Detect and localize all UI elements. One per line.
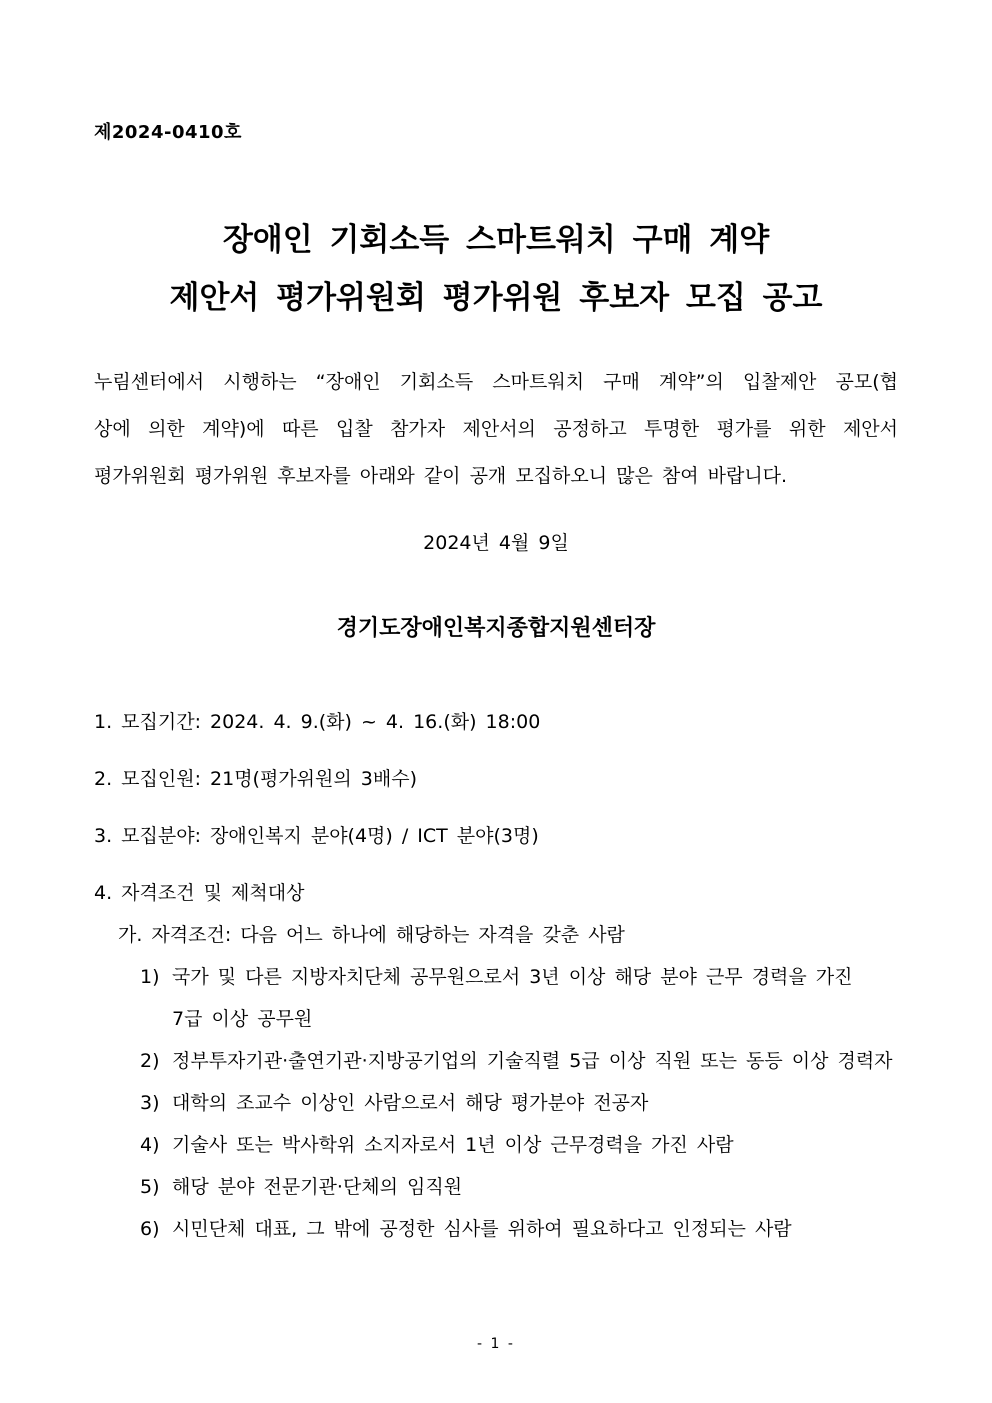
item-recruitment-field: 3. 모집분야: 장애인복지 분야(4명) / ICT 분야(3명) [94,825,539,847]
criterion-number: 6) [140,1218,160,1240]
criterion-number: 5) [140,1176,160,1198]
criterion-text: 대학의 조교수 이상인 사람으로서 해당 평가분야 전공자 [172,1092,649,1114]
document-number: 제2024-0410호 [94,122,242,143]
criterion-text: 시민단체 대표, 그 밖에 공정한 심사를 위하여 필요하다고 인정되는 사람 [172,1218,792,1240]
item-qualifications: 4. 자격조건 및 제척대상 [94,882,305,904]
announcement-date: 2024년 4월 9일 [423,532,569,554]
criterion-item [140,962,892,989]
criterion-item [140,1172,892,1199]
page-number: - 1 - [477,1336,515,1352]
criterion-number: 3) [140,1092,160,1114]
organization-name: 경기도장애인복지종합지원센터장 [336,616,656,641]
intro-paragraph [94,359,898,500]
criterion-item [140,1046,892,1073]
criterion-item [140,1130,892,1157]
item-recruitment-period: 1. 모집기간: 2024. 4. 9.(화) ~ 4. 16.(화) 18:00 [94,711,541,733]
criterion-number: 2) [140,1050,160,1072]
qualification-heading: 가. 자격조건: 다음 어느 하나에 해당하는 자격을 갖춘 사람 [118,924,625,946]
criterion-continuation: 7급 이상 공무원 [172,1008,313,1030]
title-line-1: 장애인 기회소득 스마트워치 구매 계약 [222,222,770,258]
criterion-text: 국가 및 다른 지방자치단체 공무원으로서 3년 이상 해당 분야 근무 경력을 가진 [172,966,853,988]
title-line-2: 제안서 평가위원회 평가위원 후보자 모집 공고 [169,280,823,316]
criterion-number: 1) [140,966,160,988]
intro-line-1: 누림센터에서 시행하는 “장애인 기회소득 스마트워치 구매 계약”의 입찰제안 공모(협 [94,371,898,393]
criterion-text: 해당 분야 전문기관·단체의 임직원 [172,1176,463,1198]
item-recruitment-count: 2. 모집인원: 21명(평가위원의 3배수) [94,768,417,790]
criterion-number: 4) [140,1134,160,1156]
intro-line-2: 상에 의한 계약)에 따른 입찰 참가자 제안서의 공정하고 투명한 평가를 위한 제안서 [94,418,898,440]
criterion-text: 정부투자기관·출연기관·지방공기업의 기술직렬 5급 이상 직원 또는 동등 이상 경력자 [172,1050,893,1072]
intro-line-3: 평가위원회 평가위원 후보자를 아래와 같이 공개 모집하오니 많은 참여 바랍니다. [94,465,788,487]
criterion-text: 기술사 또는 박사학위 소지자로서 1년 이상 근무경력을 가진 사람 [172,1134,734,1156]
criterion-item [140,1214,892,1241]
criterion-item [140,1088,892,1115]
